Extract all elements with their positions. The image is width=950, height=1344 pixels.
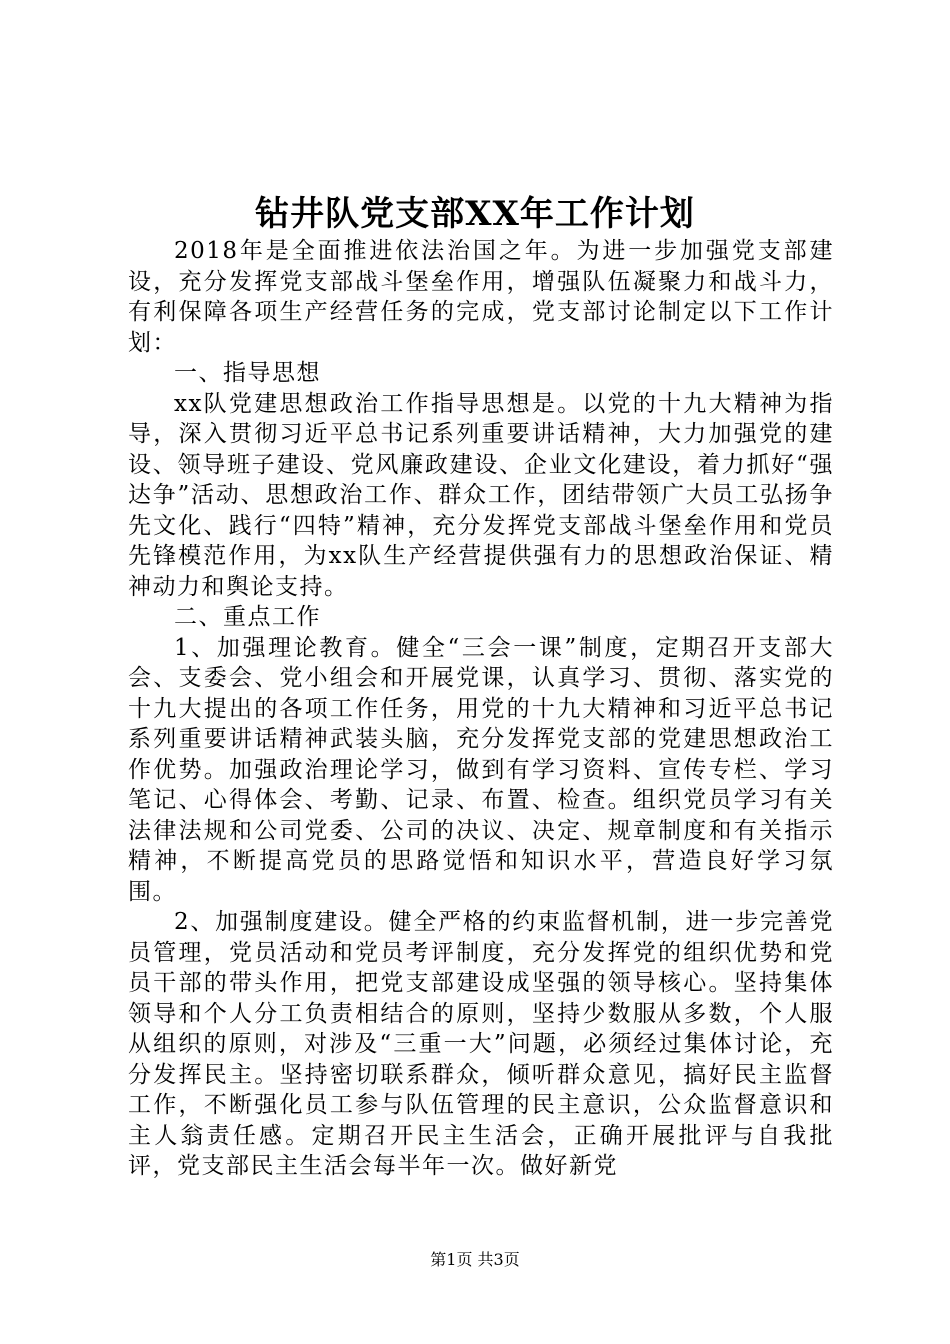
section-heading-key-work: 二、重点工作	[174, 604, 321, 630]
paragraph-system-building: 2、加强制度建设。健全严格的约束监督机制，进一步完善党员管理，党员活动和党员考评制度，充分发挥党的组织优势和党员干部的带头作用，把党支部建设成坚强的领导核心。坚持集体领导和个人分工负责相结合的原则，坚持少数服从多数，个人服从组织的原则，对涉及“三重一大”问题，必须经过集体讨论，充分发挥民主。坚持密切联系群众，倾听群众意见，搞好民主监督工作，不断强化员工参与队伍管理的民主意识，公众监督意识和主人翁责任感。定期召开民主生活会，正确开展批评与自我批评，党支部民主生活会每半年一次。做好新党	[128, 909, 834, 1179]
paragraph-theory-education: 1、加强理论教育。健全“三会一课”制度，定期召开支部大会、支委会、党小组会和开展党课，认真学习、贯彻、落实党的十九大提出的各项工作任务，用党的十九大精神和习近平总书记系列重要讲话精神武装头脑，充分发挥党支部的党建思想政治工作优势。加强政治理论学习，做到有学习资料、宣传专栏、学习笔记、心得体会、考勤、记录、布置、检查。组织党员学习有关法律法规和公司党委、公司的决议、决定、规章制度和有关指示精神，不断提高党员的思路觉悟和知识水平，营造良好学习氛围。	[128, 634, 834, 905]
section-heading-guiding-ideology: 一、指导思想	[174, 360, 321, 386]
paragraph-guiding-ideology: xx队党建思想政治工作指导思想是。以党的十九大精神为指导，深入贯彻习近平总书记系列重要讲话精神，大力加强党的建设、领导班子建设、党风廉政建设、企业文化建设，着力抓好“强达争”活动、思想政治工作、群众工作，团结带领广大员工弘扬争先文化、践行“四特”精神，充分发挥党支部战斗堡垒作用和党员先锋模范作用，为xx队生产经营提供强有力的思想政治保证、精神动力和舆论支持。	[128, 390, 834, 600]
paragraph-intro: 2018年是全面推进依法治国之年。为进一步加强党支部建设，充分发挥党支部战斗堡垒作用，增强队伍凝聚力和战斗力，有利保障各项生产经营任务的完成，党支部讨论制定以下工作计划：	[128, 238, 834, 356]
document-title: 钻井队党支部XX年工作计划	[255, 194, 695, 234]
page-footer: 第1页 共3页	[430, 1250, 520, 1269]
document-body	[128, 236, 834, 1182]
